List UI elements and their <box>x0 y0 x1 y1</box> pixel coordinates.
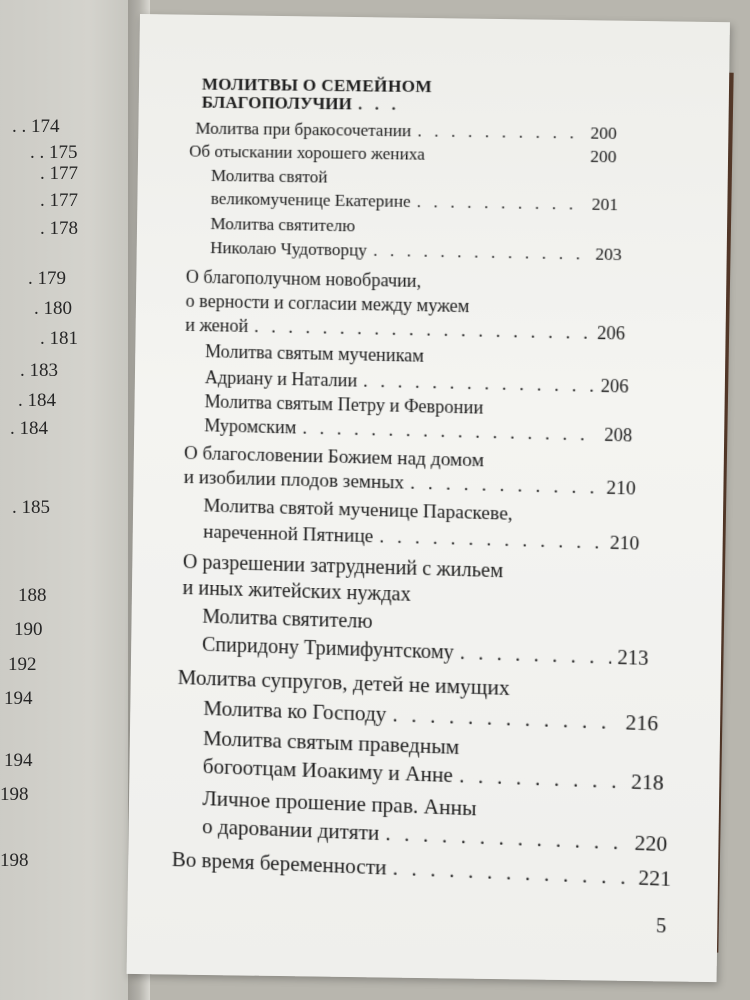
toc-entry: Муромским . . . 208 <box>204 415 632 446</box>
left-number: 192 <box>8 654 37 675</box>
toc-entry: Молитва святым мученикам <box>205 341 425 366</box>
left-number: . 177 <box>40 163 78 184</box>
left-number: . 177 <box>40 190 78 211</box>
toc-entry: О благополучном новобрачии, <box>185 266 422 292</box>
toc-entry: Молитва святым праведным <box>202 725 460 760</box>
left-number: . 180 <box>34 298 72 319</box>
left-number: . 183 <box>20 360 58 381</box>
toc-entry: Во время беременности . . . 221 <box>172 847 672 892</box>
toc-entry: Молитва святой <box>210 165 328 187</box>
table-of-contents <box>141 74 701 998</box>
toc-entry: Молитва святителю <box>202 605 373 633</box>
toc-entry: богоотцам Иоакиму и Анне . . . 218 <box>203 754 664 796</box>
section-heading-line-1: МОЛИТВЫ О СЕМЕЙНОМ <box>201 74 433 97</box>
left-number: . . 175 <box>30 142 78 163</box>
toc-entry: Молитва ко Господу . . . 216 <box>203 696 658 737</box>
left-number: 188 <box>18 585 47 606</box>
toc-entry: Адриану и Наталии . . . 206 <box>205 367 629 397</box>
left-number: . 178 <box>40 218 78 239</box>
left-number: 198 <box>0 784 29 805</box>
toc-entry: Молитва святителю <box>210 213 356 236</box>
left-number: . 181 <box>40 328 78 349</box>
toc-entry: великомученице Екатерине . . . 201 <box>211 189 619 215</box>
toc-entry: нареченной Пятнице . . . 210 <box>203 521 639 555</box>
toc-entry: Личное прошение прав. Анны <box>202 785 477 821</box>
left-number: . 179 <box>28 268 66 289</box>
toc-entry: Молитва при бракосочетании . . . 200 <box>195 119 617 144</box>
toc-entry: Молитва супругов, детей не имущих <box>177 664 510 701</box>
left-number: 190 <box>14 619 43 640</box>
toc-entry: и изобилии плодов земных . . . 210 <box>184 467 636 501</box>
toc-entry: О разрешении затруднений с жильем <box>182 550 504 583</box>
toc-entry: о верности и согласии между мужем <box>185 290 470 317</box>
toc-entry: Молитва святым Петру и Февронии <box>204 391 484 418</box>
toc-entry: Николаю Чудотворцу . . . 203 <box>210 238 622 265</box>
left-number: . . 174 <box>12 116 60 137</box>
left-number: 194 <box>4 750 33 771</box>
left-number: 194 <box>4 688 33 709</box>
toc-entry: Об отыскании хорошего жениха 200 <box>189 141 617 167</box>
toc-entry: и женой . . . 206 <box>185 315 625 345</box>
toc-entry: о даровании дитяти . . . 220 <box>202 814 667 857</box>
toc-entry: О благословении Божием над домом <box>183 442 485 472</box>
left-number: . 185 <box>12 497 50 518</box>
page-number: 5 <box>655 914 667 938</box>
left-number: . 184 <box>10 418 48 439</box>
left-number: . 184 <box>18 390 56 411</box>
toc-entry: Молитва святой мученице Параскеве, <box>203 495 513 525</box>
section-heading-line-2: БЛАГОПОЛУЧИИ . . . <box>202 93 408 115</box>
left-number: 198 <box>0 850 29 871</box>
toc-entry: Спиридону Тримифунтскому . . . 213 <box>202 634 649 671</box>
toc-entry: и иных житейских нуждах <box>182 576 411 606</box>
